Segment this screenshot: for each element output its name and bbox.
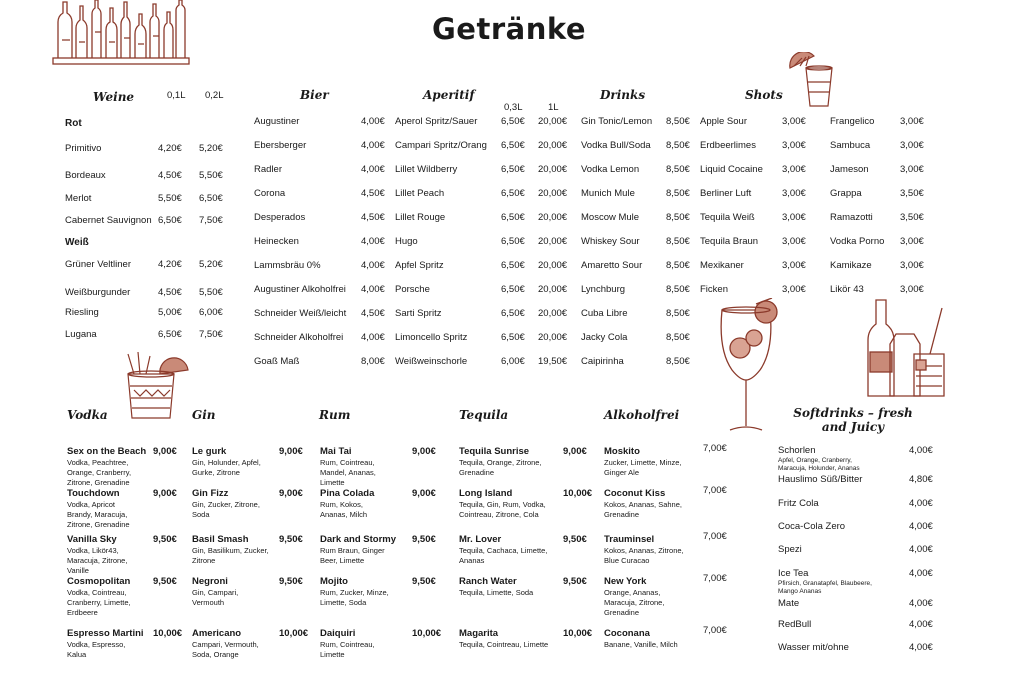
softdrink-name: Wasser mit/ohne bbox=[778, 642, 849, 653]
cocktail-item bbox=[192, 446, 319, 486]
item-name: Weißburgunder bbox=[65, 287, 131, 298]
cocktail-name: Vanilla Sky bbox=[67, 534, 117, 545]
page-title: Getränke bbox=[431, 12, 587, 46]
item-price: 6,50€ bbox=[158, 215, 182, 226]
softdrink-price: 4,00€ bbox=[909, 619, 933, 630]
softdrink-name: RedBull bbox=[778, 619, 812, 630]
cocktail-name: Negroni bbox=[192, 576, 228, 587]
item-price: 5,50€ bbox=[158, 193, 182, 204]
cocktail-item bbox=[320, 628, 452, 668]
cocktail-price: 7,00€ bbox=[703, 573, 727, 584]
item-price: 4,00€ bbox=[361, 332, 385, 343]
item-price: 5,50€ bbox=[199, 170, 223, 181]
cocktail-item bbox=[320, 488, 452, 528]
item-price: 5,20€ bbox=[199, 259, 223, 270]
cocktail-price: 9,50€ bbox=[279, 534, 303, 545]
item-name: Lillet Rouge bbox=[395, 212, 446, 223]
item-price: 4,20€ bbox=[158, 259, 182, 270]
cocktail-item bbox=[192, 488, 319, 528]
item-name: Vodka Bull/Soda bbox=[581, 140, 651, 151]
item-price: 4,50€ bbox=[361, 188, 385, 199]
item-name: Lynchburg bbox=[581, 284, 626, 295]
cocktail-ingredients: Campari, Vermouth, Soda, Orange bbox=[192, 640, 259, 659]
cocktail-name: Moskito bbox=[604, 446, 640, 457]
item-price: 20,00€ bbox=[538, 284, 568, 295]
item-name: Vodka Porno bbox=[830, 236, 885, 247]
item-price: 20,00€ bbox=[538, 260, 568, 271]
wine-group-label: Weiß bbox=[65, 237, 89, 248]
shots-heading: Shots bbox=[745, 88, 783, 102]
item-name: Tequila Braun bbox=[700, 236, 759, 247]
item-name: Frangelico bbox=[830, 116, 875, 127]
softdrink-price: 4,00€ bbox=[909, 598, 933, 609]
bottles-shelf-illustration bbox=[52, 0, 190, 66]
item-price: 20,00€ bbox=[538, 308, 568, 319]
softdrink-name: Spezi bbox=[778, 544, 802, 555]
cocktail-name: Basil Smash bbox=[192, 534, 249, 545]
weine-size-large: 0,2L bbox=[205, 90, 224, 101]
item-name: Augustiner bbox=[254, 116, 300, 127]
item-name: Apfel Spritz bbox=[395, 260, 444, 271]
item-name: Corona bbox=[254, 188, 286, 199]
cocktail-ingredients: Vodka, Peachtree, Orange, Cranberry, Zitrone, Grenadine bbox=[67, 458, 132, 487]
item-name: Grüner Veltliner bbox=[65, 259, 132, 270]
item-price: 3,00€ bbox=[782, 140, 806, 151]
item-price: 8,50€ bbox=[666, 332, 690, 343]
cocktail-item bbox=[604, 531, 743, 574]
cocktail-ingredients: Vodka, Likör43, Maracuja, Zitrone, Vanille bbox=[67, 546, 128, 575]
cocktail-name: Magarita bbox=[459, 628, 499, 639]
cocktail-name: Le gurk bbox=[192, 446, 227, 457]
item-price: 20,00€ bbox=[538, 116, 568, 127]
cocktail-price: 9,00€ bbox=[153, 446, 177, 457]
cocktail-item bbox=[67, 576, 193, 616]
cocktail-ingredients: Tequila, Limette, Soda bbox=[459, 588, 534, 597]
cocktail-item bbox=[67, 446, 193, 486]
item-price: 20,00€ bbox=[538, 212, 568, 223]
item-price: 20,00€ bbox=[538, 332, 568, 343]
item-name: Tequila Weiß bbox=[700, 212, 755, 223]
cocktail-price: 9,50€ bbox=[153, 534, 177, 545]
cocktail-ingredients: Rum Braun, Ginger Beer, Limette bbox=[320, 546, 385, 565]
gin-heading: Gin bbox=[192, 408, 216, 422]
cocktail-item bbox=[459, 446, 603, 486]
cocktail-item bbox=[67, 628, 193, 668]
item-price: 3,00€ bbox=[900, 284, 924, 295]
cocktail-item bbox=[604, 573, 743, 617]
cocktail-price: 9,50€ bbox=[563, 576, 587, 587]
item-price: 8,00€ bbox=[361, 356, 385, 367]
item-price: 4,20€ bbox=[158, 143, 182, 154]
cocktail-item bbox=[459, 628, 603, 668]
item-price: 8,50€ bbox=[666, 260, 690, 271]
item-name: Campari Spritz/Orang bbox=[395, 140, 487, 151]
aperitif-size-small: 0,3L bbox=[504, 102, 523, 113]
softdrink-item bbox=[778, 568, 938, 596]
item-price: 3,00€ bbox=[900, 260, 924, 271]
item-name: Ramazotti bbox=[830, 212, 873, 223]
item-price: 4,50€ bbox=[158, 170, 182, 181]
item-price: 6,00€ bbox=[199, 307, 223, 318]
cocktail-price: 10,00€ bbox=[412, 628, 442, 639]
cocktail-price: 10,00€ bbox=[563, 488, 593, 499]
cocktail-name: Mai Tai bbox=[320, 446, 352, 457]
item-price: 5,50€ bbox=[199, 287, 223, 298]
softdrink-name: Schorlen bbox=[778, 445, 816, 456]
cocktail-price: 7,00€ bbox=[703, 485, 727, 496]
cocktail-ingredients: Tequila, Orange, Zitrone, Grenadine bbox=[459, 458, 542, 477]
item-price: 4,00€ bbox=[361, 284, 385, 295]
cocktail-ingredients: Rum, Cointreau, Mandel, Ananas, Limette bbox=[320, 458, 376, 487]
cocktail-glass-illustration bbox=[120, 352, 192, 422]
item-name: Augustiner Alkoholfrei bbox=[254, 284, 346, 295]
item-price: 8,50€ bbox=[666, 164, 690, 175]
item-price: 3,00€ bbox=[782, 284, 806, 295]
cocktail-ingredients: Kokos, Ananas, Zitrone, Blue Curacao bbox=[604, 546, 684, 565]
cocktail-name: Mr. Lover bbox=[459, 534, 502, 545]
cocktail-price: 9,00€ bbox=[412, 488, 436, 499]
softdrink-price: 4,00€ bbox=[909, 568, 933, 579]
item-price: 7,50€ bbox=[199, 329, 223, 340]
cocktail-ingredients: Orange, Ananas, Maracuja, Zitrone, Grenadine bbox=[604, 588, 665, 617]
item-price: 6,50€ bbox=[501, 332, 525, 343]
cocktail-item bbox=[320, 534, 452, 574]
cocktail-ingredients: Rum, Zucker, Minze, Limette, Soda bbox=[320, 588, 389, 607]
aperitif-size-large: 1L bbox=[548, 102, 559, 113]
rum-heading: Rum bbox=[319, 408, 351, 422]
item-name: Lillet Peach bbox=[395, 188, 445, 199]
cocktail-name: Americano bbox=[192, 628, 242, 639]
item-name: Weißweinschorle bbox=[395, 356, 468, 367]
cocktail-name: Pina Colada bbox=[320, 488, 375, 499]
item-price: 4,00€ bbox=[361, 164, 385, 175]
cocktail-price: 9,00€ bbox=[412, 446, 436, 457]
cocktail-item bbox=[604, 443, 743, 486]
item-name: Jameson bbox=[830, 164, 869, 175]
vodka-heading: Vodka bbox=[67, 408, 108, 422]
softdrink-note: Pfirsich, Granatapfel, Blaubeere, Mango Ananas bbox=[778, 580, 872, 595]
item-price: 3,00€ bbox=[900, 236, 924, 247]
item-price: 3,00€ bbox=[900, 116, 924, 127]
softdrink-name: Coca-Cola Zero bbox=[778, 521, 846, 532]
cocktail-name: Ranch Water bbox=[459, 576, 517, 587]
cocktail-item bbox=[459, 488, 603, 528]
item-name: Aperol Spritz/Sauer bbox=[395, 116, 478, 127]
item-name: Grappa bbox=[830, 188, 862, 199]
cocktail-ingredients: Gin, Basilikum, Zucker, Zitrone bbox=[192, 546, 269, 565]
item-name: Merlot bbox=[65, 193, 92, 204]
item-price: 6,50€ bbox=[501, 260, 525, 271]
item-name: Porsche bbox=[395, 284, 430, 295]
cocktail-price: 10,00€ bbox=[153, 628, 183, 639]
item-price: 6,50€ bbox=[199, 193, 223, 204]
wine-group-label: Rot bbox=[65, 118, 82, 129]
cocktail-price: 9,00€ bbox=[279, 488, 303, 499]
item-price: 8,50€ bbox=[666, 188, 690, 199]
cocktail-ingredients: Banane, Vanille, Milch bbox=[604, 640, 678, 649]
cocktail-ingredients: Vodka, Espresso, Kalua bbox=[67, 640, 126, 659]
item-name: Munich Mule bbox=[581, 188, 635, 199]
tequila-heading: Tequila bbox=[459, 408, 509, 422]
cocktail-price: 9,50€ bbox=[153, 576, 177, 587]
item-name: Mexikaner bbox=[700, 260, 744, 271]
cocktail-ingredients: Tequila, Cointreau, Limette bbox=[459, 640, 549, 649]
softdrink-price: 4,00€ bbox=[909, 521, 933, 532]
cocktail-name: Dark and Stormy bbox=[320, 534, 397, 545]
cocktail-price: 9,00€ bbox=[279, 446, 303, 457]
item-name: Radler bbox=[254, 164, 282, 175]
cocktail-price: 9,00€ bbox=[153, 488, 177, 499]
cocktail-ingredients: Tequila, Gin, Rum, Vodka, Cointreau, Zitrone, Cola bbox=[459, 500, 546, 519]
cocktail-ingredients: Vodka, Cointreau, Cranberry, Limette, Erdbeere bbox=[67, 588, 131, 617]
item-name: Caipirinha bbox=[581, 356, 624, 367]
item-price: 6,50€ bbox=[501, 164, 525, 175]
item-price: 6,50€ bbox=[158, 329, 182, 340]
item-price: 8,50€ bbox=[666, 308, 690, 319]
cocktail-item bbox=[459, 534, 603, 574]
item-name: Desperados bbox=[254, 212, 306, 223]
cocktail-ingredients: Tequila, Cachaca, Limette, Ananas bbox=[459, 546, 548, 565]
item-name: Limoncello Spritz bbox=[395, 332, 468, 343]
item-price: 5,20€ bbox=[199, 143, 223, 154]
softdrink-name: Fritz Cola bbox=[778, 498, 819, 509]
cocktail-item bbox=[67, 488, 193, 528]
item-price: 6,50€ bbox=[501, 188, 525, 199]
item-name: Amaretto Sour bbox=[581, 260, 643, 271]
cocktail-name: Daiquiri bbox=[320, 628, 356, 639]
item-price: 3,50€ bbox=[900, 212, 924, 223]
item-name: Whiskey Sour bbox=[581, 236, 640, 247]
item-name: Goaß Maß bbox=[254, 356, 300, 367]
weine-heading: Weine bbox=[93, 90, 135, 104]
item-name: Primitivo bbox=[65, 143, 102, 154]
cocktail-item bbox=[192, 628, 319, 668]
cocktail-item bbox=[67, 534, 193, 574]
softdrink-price: 4,80€ bbox=[909, 474, 933, 485]
softdrinks-heading: Softdrinks – fresh and Juicy bbox=[793, 406, 913, 434]
item-name: Schneider Weiß/leicht bbox=[254, 308, 347, 319]
cocktail-price: 7,00€ bbox=[703, 443, 727, 454]
item-name: Liquid Cocaine bbox=[700, 164, 763, 175]
cocktail-price: 7,00€ bbox=[703, 531, 727, 542]
cocktail-ingredients: Rum, Kokos, Ananas, Milch bbox=[320, 500, 368, 519]
aperitif-heading: Aperitif bbox=[423, 88, 475, 102]
item-price: 6,50€ bbox=[501, 140, 525, 151]
item-price: 8,50€ bbox=[666, 356, 690, 367]
cocktail-price: 9,00€ bbox=[563, 446, 587, 457]
cocktail-name: Coconana bbox=[604, 628, 650, 639]
item-name: Heinecken bbox=[254, 236, 299, 247]
item-price: 6,50€ bbox=[501, 116, 525, 127]
item-name: Apple Sour bbox=[700, 116, 748, 127]
item-price: 20,00€ bbox=[538, 188, 568, 199]
item-price: 3,00€ bbox=[900, 140, 924, 151]
cocktail-price: 7,00€ bbox=[703, 625, 727, 636]
item-name: Lillet Wildberry bbox=[395, 164, 458, 175]
cocktail-name: Cosmopolitan bbox=[67, 576, 131, 587]
item-name: Jacky Cola bbox=[581, 332, 628, 343]
cocktail-ingredients: Gin, Holunder, Apfel, Gurke, Zitrone bbox=[192, 458, 261, 477]
cocktail-item bbox=[192, 534, 319, 574]
cocktail-price: 9,50€ bbox=[279, 576, 303, 587]
cocktail-price: 9,50€ bbox=[563, 534, 587, 545]
softdrink-note: Apfel, Orange, Cranberry, Maracuja, Holunder, Ananas bbox=[778, 457, 860, 472]
item-name: Lugana bbox=[65, 329, 97, 340]
item-price: 4,00€ bbox=[361, 140, 385, 151]
item-price: 19,50€ bbox=[538, 356, 568, 367]
cocktail-name: Mojito bbox=[320, 576, 348, 587]
item-price: 4,00€ bbox=[361, 260, 385, 271]
cocktail-item bbox=[604, 485, 743, 528]
item-name: Cabernet Sauvignon bbox=[65, 215, 152, 226]
item-price: 20,00€ bbox=[538, 164, 568, 175]
item-name: Gin Tonic/Lemon bbox=[581, 116, 653, 127]
item-name: Cuba Libre bbox=[581, 308, 628, 319]
item-price: 4,50€ bbox=[361, 212, 385, 223]
cocktail-name: Trauminsel bbox=[604, 534, 655, 545]
item-name: Ficken bbox=[700, 284, 728, 295]
item-price: 6,50€ bbox=[501, 284, 525, 295]
cocktail-name: Sex on the Beach bbox=[67, 446, 147, 457]
item-name: Kamikaze bbox=[830, 260, 872, 271]
softdrink-price: 4,00€ bbox=[909, 445, 933, 456]
item-price: 6,50€ bbox=[501, 236, 525, 247]
cocktail-ingredients: Vodka, Apricot Brandy, Maracuja, Zitrone, Grenadine bbox=[67, 500, 130, 529]
item-price: 3,00€ bbox=[782, 212, 806, 223]
item-price: 3,00€ bbox=[782, 260, 806, 271]
item-price: 3,00€ bbox=[782, 236, 806, 247]
item-name: Bordeaux bbox=[65, 170, 106, 181]
softdrink-price: 4,00€ bbox=[909, 642, 933, 653]
item-price: 8,50€ bbox=[666, 116, 690, 127]
cocktail-item bbox=[320, 446, 452, 486]
cocktail-ingredients: Rum, Cointreau, Limette bbox=[320, 640, 375, 659]
shot-glass-illustration bbox=[788, 52, 838, 110]
cocktail-name: Long Island bbox=[459, 488, 513, 499]
cocktail-name: Touchdown bbox=[67, 488, 120, 499]
item-name: Erdbeerlimes bbox=[700, 140, 756, 151]
item-price: 4,00€ bbox=[361, 116, 385, 127]
item-price: 4,50€ bbox=[361, 308, 385, 319]
item-name: Sambuca bbox=[830, 140, 871, 151]
drinks-heading: Drinks bbox=[600, 88, 646, 102]
softdrinks-illustration bbox=[860, 296, 950, 400]
item-price: 3,00€ bbox=[782, 188, 806, 199]
item-price: 8,50€ bbox=[666, 284, 690, 295]
cocktail-item bbox=[192, 576, 319, 616]
cocktail-name: Coconut Kiss bbox=[604, 488, 666, 499]
cocktail-item bbox=[459, 576, 603, 616]
cocktail-ingredients: Zucker, Limette, Minze, Ginger Ale bbox=[604, 458, 682, 477]
item-price: 5,00€ bbox=[158, 307, 182, 318]
item-name: Likör 43 bbox=[830, 284, 864, 295]
item-name: Ebersberger bbox=[254, 140, 307, 151]
cocktail-name: New York bbox=[604, 576, 647, 587]
alkoholfrei-heading: Alkoholfrei bbox=[604, 408, 680, 422]
item-name: Berliner Luft bbox=[700, 188, 752, 199]
spritz-glass-illustration bbox=[716, 298, 780, 434]
item-price: 4,00€ bbox=[361, 236, 385, 247]
softdrink-name: Mate bbox=[778, 598, 800, 609]
cocktail-item bbox=[320, 576, 452, 616]
item-price: 3,50€ bbox=[900, 188, 924, 199]
cocktail-price: 9,50€ bbox=[412, 576, 436, 587]
cocktail-item bbox=[604, 625, 743, 668]
item-name: Hugo bbox=[395, 236, 418, 247]
softdrink-price: 4,00€ bbox=[909, 544, 933, 555]
item-price: 20,00€ bbox=[538, 236, 568, 247]
cocktail-ingredients: Gin, Campari, Vermouth bbox=[192, 588, 239, 607]
cocktail-price: 10,00€ bbox=[563, 628, 593, 639]
item-price: 20,00€ bbox=[538, 140, 568, 151]
item-name: Riesling bbox=[65, 307, 99, 318]
item-price: 8,50€ bbox=[666, 140, 690, 151]
softdrink-name: Ice Tea bbox=[778, 568, 809, 579]
item-name: Schneider Alkoholfrei bbox=[254, 332, 344, 343]
cocktail-price: 10,00€ bbox=[279, 628, 309, 639]
item-price: 7,50€ bbox=[199, 215, 223, 226]
item-price: 3,00€ bbox=[782, 116, 806, 127]
bier-heading: Bier bbox=[300, 88, 329, 102]
item-name: Sarti Spritz bbox=[395, 308, 442, 319]
cocktail-name: Tequila Sunrise bbox=[459, 446, 530, 457]
cocktail-name: Gin Fizz bbox=[192, 488, 229, 499]
item-price: 8,50€ bbox=[666, 212, 690, 223]
item-price: 3,00€ bbox=[900, 164, 924, 175]
cocktail-ingredients: Kokos, Ananas, Sahne, Grenadine bbox=[604, 500, 682, 519]
softdrink-item bbox=[778, 445, 938, 473]
item-name: Vodka Lemon bbox=[581, 164, 640, 175]
cocktail-name: Espresso Martini bbox=[67, 628, 144, 639]
cocktail-ingredients: Gin, Zucker, Zitrone, Soda bbox=[192, 500, 260, 519]
item-name: Lammsbräu 0% bbox=[254, 260, 321, 271]
item-price: 6,50€ bbox=[501, 308, 525, 319]
item-price: 6,00€ bbox=[501, 356, 525, 367]
item-price: 4,50€ bbox=[158, 287, 182, 298]
cocktail-price: 9,50€ bbox=[412, 534, 436, 545]
item-price: 3,00€ bbox=[782, 164, 806, 175]
item-price: 6,50€ bbox=[501, 212, 525, 223]
item-price: 8,50€ bbox=[666, 236, 690, 247]
weine-size-small: 0,1L bbox=[167, 90, 186, 101]
item-name: Moscow Mule bbox=[581, 212, 640, 223]
softdrink-price: 4,00€ bbox=[909, 498, 933, 509]
softdrink-item bbox=[778, 642, 938, 670]
softdrink-name: Hauslimo Süß/Bitter bbox=[778, 474, 863, 485]
